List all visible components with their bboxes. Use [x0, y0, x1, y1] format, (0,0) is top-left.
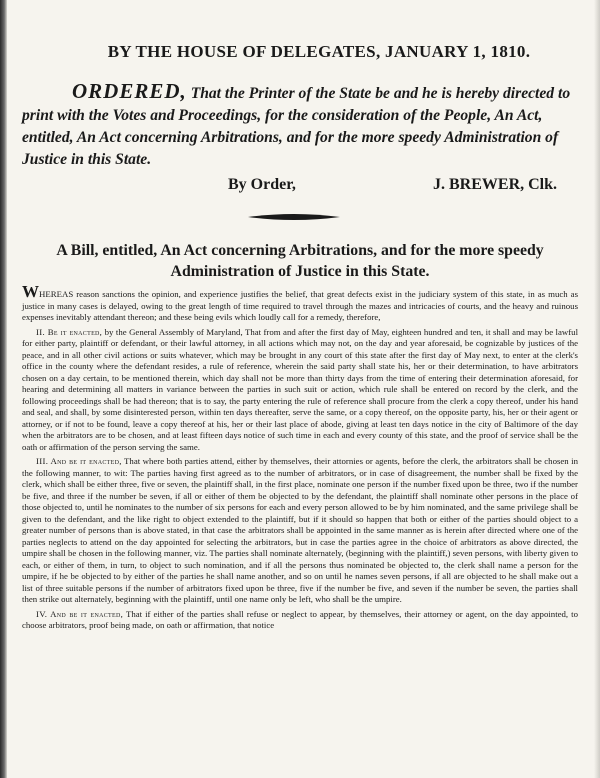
section-text: That where both parties attend, either by themselves, their attornies or agents, before the clerk, the arbitrators shall be chosen in the following manner, to wit: The parties having first agreed as to the number of arbitrators, or in case of disagreement, the number shall be fixed by the clerk, which shall be either three, five or seven, the plaintiff shall, in the first place, nominate one person if the number fixed upon be three, two if the number be five, and three if the number be seven, if all or either of them be objected to by the defendant, the plaintiff shall nominate other persons in the place of those objected to, until he nominates to the number of six persons for each and every person allowed to be by him nominated, and the same privilege shall be given to the defendant, and the like right to object extended to the plaintiff, but if it should so happen that both or either of the parties should object to a greater number of persons than is above stated, in that case the arbitrators shall be appointed in the same manner as is herein after directed where one of the parties neglects to attend on the day appointed for selecting the arbitrators, but in case the parties agree in the choice of arbitrators as above directed, the umpire shall be chosen in the following manner, viz. The parties shall nominate alternately, (beginning with the plaintiff,) seven persons, with liberty given to each, or either of them, in turn, to object to such nomination, and if all the persons thus nominated be objected to, the clerk shall name a person for the umpire, if he be objected to by either of the parties he shall name another, and so on until he names seven persons, if all are objected to he shall make out a list of three suitable persons if the number of arbitrators fixed upon be three, five if the number be five, and seven if the number be seven, the parties shall then strike out alternately, beginning with the plaintiff, until one name only be left, who shall be the umpire. — [22, 456, 578, 604]
preamble-dropcap: W — [22, 282, 39, 301]
bill-title: A Bill, entitled, An Act concerning Arbitrations, and for the more speedy Administration of Justice in this State. — [56, 242, 544, 280]
bill-body — [22, 282, 579, 635]
section-paragraph — [22, 327, 578, 454]
by-order-label: By Order, — [228, 176, 296, 193]
ornamental-rule-icon — [246, 210, 342, 224]
scan-edge-shadow — [0, 0, 7, 778]
order-text: That the Printer of the State be and he is hereby directed to print with the Votes and Proceedings, for the consideration of the People, An Act, entitled, An Act concerning Arbitrations, and for the more speedy Administration of Justice in this State. — [22, 85, 571, 168]
clerk-signature: J. BREWER, Clk. — [433, 176, 558, 193]
section-text: by the General Assembly of Maryland, That from and after the first day of May, eighteen hundred and ten, it shall and may be lawful for either party, plaintiff or defendant, or their lawful attorney, in all actions which may not, on the day and year aforesaid, be cognizable by justices of the peace, and in all other civil actions or suits whatever, which may be brought in any court of this state after the first day of May next, to enter at the clerk's office in the county where the defendant resides, a rule of reference, wherein the said party shall state his, her or their determination, to have arbitrators chosen on a day certain, to be mentioned therein, which day shall not be more than thirty days from the time of entering their determination aforesaid, for hearing and determining all matters in variance between the parties in such suit or action, which rule shall be entered on record by the clerk, and the following proceedings shall be had thereon; that is to say, the party entering the rule of reference shall procure from the clerk a copy thereof, under his hand and seal, and shall, by some disinterested person, within ten days thereafter, serve the same, or a copy thereof, on the opposite party, his, her or their agent or attorney, or if not to be found, leave a copy thereof at his, her or their last place of abode, giving at least ten days notice in the city of Baltimore of the day when the arbitrators are to be chosen, and at least fifteen days notice of such time in each and every county of this state, and the proof of service shall be the oath or affirmation of the person serving the same. — [22, 326, 579, 452]
scan-edge-shade — [594, 0, 600, 778]
section-lead: II. Be it enacted, — [36, 326, 103, 337]
section-paragraph — [22, 456, 578, 606]
section-lead: IV. And be it enacted, — [36, 608, 124, 619]
order-lead: ORDERED, — [72, 79, 187, 103]
preamble-text: HEREAS reason sanctions the opinion, and experience justifies the belief, that great defects exist in the judiciary system of this state, in as much as justice in many cases is delayed, owing to the great length of time required to travel through the mazes and intricacies of courts, and the heavy and ruinous expenses inevitably attendant thereon; and these being evils which loudly call for a remedy, therefore, — [22, 289, 578, 322]
order-paragraph — [22, 80, 582, 171]
section-lead: III. And be it enacted, — [36, 456, 122, 466]
section-text: That if either of the parties shall refuse or neglect to appear, by themselves, their attorney or agent, on the day appointed, to choose arbitrators, proof being made, on oath or affirmation, that notice — [22, 608, 578, 630]
preamble-paragraph — [22, 282, 578, 324]
page-title: BY THE HOUSE OF DELEGATES, JANUARY 1, 1810. — [107, 42, 531, 61]
section-paragraph — [22, 609, 578, 632]
